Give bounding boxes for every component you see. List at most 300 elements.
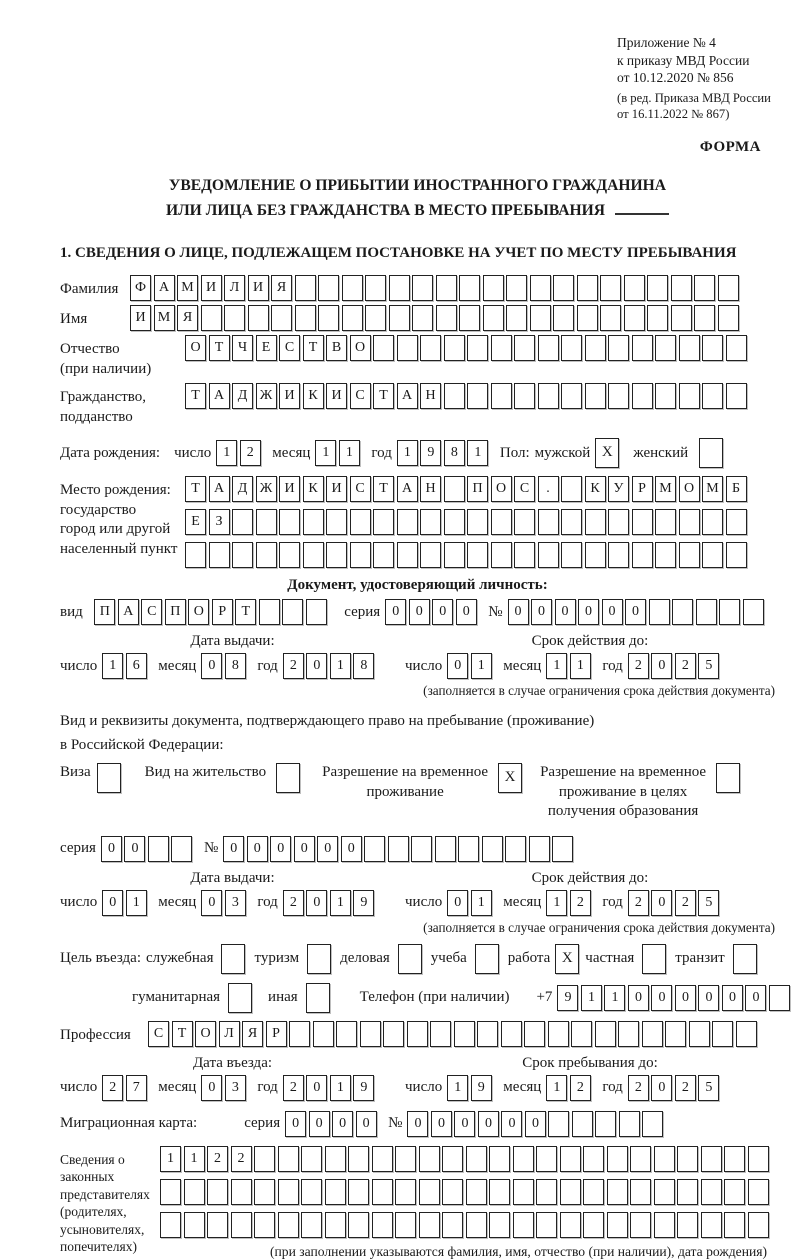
char-cell[interactable]: 2 bbox=[675, 890, 696, 916]
char-cell[interactable] bbox=[524, 1021, 545, 1047]
char-cell[interactable]: 0 bbox=[602, 599, 623, 625]
char-cell[interactable] bbox=[748, 1179, 769, 1205]
char-cell[interactable]: О bbox=[195, 1021, 216, 1047]
char-cell[interactable]: Я bbox=[242, 1021, 263, 1047]
char-cell[interactable]: О bbox=[491, 476, 512, 502]
char-cell[interactable] bbox=[435, 836, 456, 862]
char-cell[interactable]: 0 bbox=[454, 1111, 475, 1137]
residence-series-cells[interactable] bbox=[101, 836, 195, 862]
char-cell[interactable]: 0 bbox=[555, 599, 576, 625]
stay-year-cells[interactable] bbox=[628, 1075, 722, 1101]
char-cell[interactable] bbox=[748, 1212, 769, 1238]
char-cell[interactable]: 1 bbox=[570, 653, 591, 679]
doc-series-cells[interactable] bbox=[385, 599, 479, 625]
char-cell[interactable]: С bbox=[148, 1021, 169, 1047]
char-cell[interactable] bbox=[259, 599, 280, 625]
char-cell[interactable]: 1 bbox=[330, 890, 351, 916]
char-cell[interactable] bbox=[702, 335, 723, 361]
char-cell[interactable] bbox=[383, 1021, 404, 1047]
char-cell[interactable]: Н bbox=[420, 476, 441, 502]
char-cell[interactable]: 0 bbox=[651, 1075, 672, 1101]
char-cell[interactable] bbox=[466, 1179, 487, 1205]
char-cell[interactable]: 0 bbox=[201, 1075, 222, 1101]
char-cell[interactable] bbox=[201, 305, 222, 331]
char-cell[interactable] bbox=[719, 599, 740, 625]
char-cell[interactable]: Л bbox=[219, 1021, 240, 1047]
char-cell[interactable]: 2 bbox=[283, 653, 304, 679]
char-cell[interactable]: Я bbox=[271, 275, 292, 301]
char-cell[interactable] bbox=[654, 1146, 675, 1172]
char-cell[interactable] bbox=[672, 599, 693, 625]
char-cell[interactable] bbox=[548, 1111, 569, 1137]
char-cell[interactable] bbox=[342, 275, 363, 301]
char-cell[interactable]: 0 bbox=[124, 836, 145, 862]
char-cell[interactable] bbox=[348, 1179, 369, 1205]
birth-day-cells[interactable] bbox=[216, 440, 263, 466]
char-cell[interactable] bbox=[718, 305, 739, 331]
residence-issue-year-cells[interactable] bbox=[283, 890, 377, 916]
char-cell[interactable] bbox=[702, 509, 723, 535]
char-cell[interactable] bbox=[642, 1111, 663, 1137]
char-cell[interactable] bbox=[530, 305, 551, 331]
char-cell[interactable] bbox=[160, 1179, 181, 1205]
char-cell[interactable] bbox=[726, 383, 747, 409]
identity-issue-month-cells[interactable] bbox=[201, 653, 248, 679]
char-cell[interactable] bbox=[459, 275, 480, 301]
char-cell[interactable] bbox=[726, 509, 747, 535]
char-cell[interactable] bbox=[420, 335, 441, 361]
char-cell[interactable] bbox=[397, 509, 418, 535]
gender-female-checkbox[interactable] bbox=[699, 438, 723, 468]
char-cell[interactable] bbox=[583, 1212, 604, 1238]
char-cell[interactable]: Я bbox=[177, 305, 198, 331]
char-cell[interactable]: 2 bbox=[240, 440, 261, 466]
char-cell[interactable] bbox=[419, 1179, 440, 1205]
char-cell[interactable]: 9 bbox=[471, 1075, 492, 1101]
entry-day-cells[interactable] bbox=[102, 1075, 149, 1101]
char-cell[interactable]: Р bbox=[266, 1021, 287, 1047]
char-cell[interactable] bbox=[271, 305, 292, 331]
char-cell[interactable] bbox=[677, 1212, 698, 1238]
char-cell[interactable]: 1 bbox=[581, 985, 602, 1011]
representatives-cells-row1[interactable] bbox=[160, 1146, 771, 1172]
char-cell[interactable] bbox=[420, 542, 441, 568]
char-cell[interactable]: М bbox=[177, 275, 198, 301]
gender-male-checkbox[interactable]: X bbox=[595, 438, 619, 468]
representatives-cells-row2[interactable] bbox=[160, 1179, 771, 1205]
char-cell[interactable]: И bbox=[326, 476, 347, 502]
char-cell[interactable] bbox=[649, 599, 670, 625]
char-cell[interactable]: 1 bbox=[339, 440, 360, 466]
residence-valid-year-cells[interactable] bbox=[628, 890, 722, 916]
migration-number-cells[interactable] bbox=[407, 1111, 666, 1137]
char-cell[interactable]: 1 bbox=[546, 1075, 567, 1101]
char-cell[interactable]: 1 bbox=[184, 1146, 205, 1172]
char-cell[interactable]: Ж bbox=[256, 383, 277, 409]
char-cell[interactable]: О bbox=[185, 335, 206, 361]
purpose-tourism-checkbox[interactable] bbox=[307, 944, 331, 974]
char-cell[interactable] bbox=[232, 542, 253, 568]
char-cell[interactable]: 0 bbox=[456, 599, 477, 625]
char-cell[interactable] bbox=[489, 1146, 510, 1172]
char-cell[interactable]: 0 bbox=[306, 1075, 327, 1101]
char-cell[interactable] bbox=[326, 509, 347, 535]
char-cell[interactable] bbox=[514, 383, 535, 409]
char-cell[interactable] bbox=[608, 542, 629, 568]
char-cell[interactable]: П bbox=[467, 476, 488, 502]
char-cell[interactable]: С bbox=[514, 476, 535, 502]
char-cell[interactable]: И bbox=[326, 383, 347, 409]
char-cell[interactable] bbox=[407, 1021, 428, 1047]
stay-day-cells[interactable] bbox=[447, 1075, 494, 1101]
char-cell[interactable] bbox=[585, 542, 606, 568]
char-cell[interactable]: 0 bbox=[431, 1111, 452, 1137]
char-cell[interactable] bbox=[514, 509, 535, 535]
char-cell[interactable]: Д bbox=[232, 383, 253, 409]
char-cell[interactable]: Р bbox=[632, 476, 653, 502]
char-cell[interactable]: 5 bbox=[698, 653, 719, 679]
char-cell[interactable] bbox=[348, 1146, 369, 1172]
char-cell[interactable] bbox=[583, 1146, 604, 1172]
char-cell[interactable]: 0 bbox=[270, 836, 291, 862]
char-cell[interactable]: Р bbox=[212, 599, 233, 625]
char-cell[interactable] bbox=[702, 542, 723, 568]
char-cell[interactable] bbox=[306, 599, 327, 625]
char-cell[interactable] bbox=[171, 836, 192, 862]
given-name-cells[interactable] bbox=[130, 305, 741, 331]
residence-valid-day-cells[interactable] bbox=[447, 890, 494, 916]
char-cell[interactable] bbox=[336, 1021, 357, 1047]
option-residence-permit-checkbox[interactable] bbox=[276, 763, 300, 793]
char-cell[interactable] bbox=[467, 383, 488, 409]
char-cell[interactable] bbox=[600, 275, 621, 301]
birth-month-cells[interactable] bbox=[315, 440, 362, 466]
identity-valid-day-cells[interactable] bbox=[447, 653, 494, 679]
char-cell[interactable]: М bbox=[655, 476, 676, 502]
char-cell[interactable] bbox=[224, 305, 245, 331]
char-cell[interactable] bbox=[619, 1111, 640, 1137]
char-cell[interactable] bbox=[231, 1179, 252, 1205]
char-cell[interactable] bbox=[679, 335, 700, 361]
char-cell[interactable]: Ч bbox=[232, 335, 253, 361]
char-cell[interactable]: 2 bbox=[102, 1075, 123, 1101]
residence-number-cells[interactable] bbox=[223, 836, 576, 862]
char-cell[interactable] bbox=[360, 1021, 381, 1047]
char-cell[interactable] bbox=[712, 1021, 733, 1047]
char-cell[interactable] bbox=[466, 1146, 487, 1172]
char-cell[interactable] bbox=[483, 305, 504, 331]
char-cell[interactable]: 0 bbox=[531, 599, 552, 625]
char-cell[interactable]: 0 bbox=[525, 1111, 546, 1137]
char-cell[interactable] bbox=[254, 1212, 275, 1238]
char-cell[interactable]: 1 bbox=[397, 440, 418, 466]
char-cell[interactable] bbox=[642, 1021, 663, 1047]
char-cell[interactable]: 1 bbox=[315, 440, 336, 466]
char-cell[interactable]: 8 bbox=[444, 440, 465, 466]
residence-issue-month-cells[interactable] bbox=[201, 890, 248, 916]
char-cell[interactable] bbox=[630, 1179, 651, 1205]
purpose-official-checkbox[interactable] bbox=[221, 944, 245, 974]
char-cell[interactable]: 0 bbox=[247, 836, 268, 862]
char-cell[interactable] bbox=[326, 542, 347, 568]
char-cell[interactable] bbox=[301, 1179, 322, 1205]
char-cell[interactable] bbox=[607, 1146, 628, 1172]
char-cell[interactable] bbox=[506, 305, 527, 331]
char-cell[interactable] bbox=[254, 1146, 275, 1172]
citizenship-cells[interactable] bbox=[185, 383, 749, 409]
char-cell[interactable]: 0 bbox=[356, 1111, 377, 1137]
char-cell[interactable] bbox=[536, 1146, 557, 1172]
char-cell[interactable] bbox=[724, 1212, 745, 1238]
phone-cells[interactable] bbox=[557, 985, 792, 1011]
entry-month-cells[interactable] bbox=[201, 1075, 248, 1101]
char-cell[interactable]: 2 bbox=[283, 1075, 304, 1101]
char-cell[interactable] bbox=[671, 305, 692, 331]
char-cell[interactable]: 8 bbox=[353, 653, 374, 679]
char-cell[interactable] bbox=[701, 1212, 722, 1238]
char-cell[interactable] bbox=[395, 1212, 416, 1238]
char-cell[interactable]: 0 bbox=[578, 599, 599, 625]
char-cell[interactable]: 2 bbox=[675, 653, 696, 679]
char-cell[interactable]: 0 bbox=[102, 890, 123, 916]
char-cell[interactable]: 8 bbox=[225, 653, 246, 679]
char-cell[interactable]: 0 bbox=[625, 599, 646, 625]
doc-kind-cells[interactable] bbox=[94, 599, 329, 625]
char-cell[interactable] bbox=[301, 1212, 322, 1238]
char-cell[interactable] bbox=[608, 335, 629, 361]
char-cell[interactable] bbox=[607, 1212, 628, 1238]
char-cell[interactable] bbox=[561, 509, 582, 535]
char-cell[interactable]: 0 bbox=[409, 599, 430, 625]
char-cell[interactable] bbox=[600, 305, 621, 331]
char-cell[interactable]: Е bbox=[185, 509, 206, 535]
char-cell[interactable] bbox=[553, 305, 574, 331]
char-cell[interactable] bbox=[184, 1212, 205, 1238]
char-cell[interactable] bbox=[529, 836, 550, 862]
char-cell[interactable]: 1 bbox=[471, 653, 492, 679]
char-cell[interactable] bbox=[701, 1146, 722, 1172]
char-cell[interactable] bbox=[491, 542, 512, 568]
char-cell[interactable]: Л bbox=[224, 275, 245, 301]
char-cell[interactable] bbox=[577, 275, 598, 301]
birth-year-cells[interactable] bbox=[397, 440, 491, 466]
char-cell[interactable] bbox=[278, 1179, 299, 1205]
char-cell[interactable]: Т bbox=[303, 335, 324, 361]
char-cell[interactable] bbox=[624, 275, 645, 301]
char-cell[interactable] bbox=[477, 1021, 498, 1047]
char-cell[interactable]: С bbox=[141, 599, 162, 625]
char-cell[interactable] bbox=[373, 509, 394, 535]
char-cell[interactable]: 1 bbox=[330, 1075, 351, 1101]
char-cell[interactable]: 0 bbox=[294, 836, 315, 862]
identity-issue-day-cells[interactable] bbox=[102, 653, 149, 679]
char-cell[interactable] bbox=[207, 1212, 228, 1238]
char-cell[interactable]: 9 bbox=[353, 1075, 374, 1101]
char-cell[interactable]: 0 bbox=[306, 653, 327, 679]
char-cell[interactable] bbox=[231, 1212, 252, 1238]
char-cell[interactable]: А bbox=[397, 383, 418, 409]
char-cell[interactable] bbox=[303, 509, 324, 535]
char-cell[interactable] bbox=[514, 335, 535, 361]
profession-cells[interactable] bbox=[148, 1021, 759, 1047]
char-cell[interactable]: 5 bbox=[698, 1075, 719, 1101]
char-cell[interactable]: А bbox=[154, 275, 175, 301]
title-blank-underline[interactable] bbox=[615, 201, 669, 215]
char-cell[interactable]: К bbox=[303, 476, 324, 502]
char-cell[interactable] bbox=[289, 1021, 310, 1047]
purpose-business-checkbox[interactable] bbox=[398, 944, 422, 974]
char-cell[interactable] bbox=[632, 542, 653, 568]
char-cell[interactable] bbox=[530, 275, 551, 301]
char-cell[interactable] bbox=[696, 599, 717, 625]
char-cell[interactable]: Т bbox=[172, 1021, 193, 1047]
char-cell[interactable] bbox=[743, 599, 764, 625]
char-cell[interactable]: Д bbox=[232, 476, 253, 502]
char-cell[interactable] bbox=[207, 1179, 228, 1205]
char-cell[interactable]: Ф bbox=[130, 275, 151, 301]
char-cell[interactable]: 0 bbox=[745, 985, 766, 1011]
char-cell[interactable]: 0 bbox=[201, 653, 222, 679]
char-cell[interactable]: 0 bbox=[651, 985, 672, 1011]
char-cell[interactable]: 0 bbox=[651, 653, 672, 679]
char-cell[interactable] bbox=[303, 542, 324, 568]
char-cell[interactable]: 7 bbox=[126, 1075, 147, 1101]
char-cell[interactable]: 2 bbox=[283, 890, 304, 916]
char-cell[interactable] bbox=[372, 1146, 393, 1172]
char-cell[interactable]: 2 bbox=[675, 1075, 696, 1101]
char-cell[interactable]: 0 bbox=[385, 599, 406, 625]
char-cell[interactable]: 0 bbox=[407, 1111, 428, 1137]
char-cell[interactable] bbox=[538, 509, 559, 535]
option-visa-checkbox[interactable] bbox=[97, 763, 121, 793]
char-cell[interactable] bbox=[397, 335, 418, 361]
char-cell[interactable] bbox=[325, 1212, 346, 1238]
char-cell[interactable] bbox=[655, 542, 676, 568]
char-cell[interactable] bbox=[254, 1179, 275, 1205]
char-cell[interactable] bbox=[583, 1179, 604, 1205]
char-cell[interactable] bbox=[679, 509, 700, 535]
char-cell[interactable]: 0 bbox=[317, 836, 338, 862]
char-cell[interactable]: 0 bbox=[508, 599, 529, 625]
char-cell[interactable] bbox=[671, 275, 692, 301]
char-cell[interactable]: О bbox=[188, 599, 209, 625]
char-cell[interactable] bbox=[430, 1021, 451, 1047]
char-cell[interactable]: О bbox=[679, 476, 700, 502]
char-cell[interactable]: Е bbox=[256, 335, 277, 361]
char-cell[interactable] bbox=[595, 1111, 616, 1137]
char-cell[interactable] bbox=[256, 542, 277, 568]
char-cell[interactable] bbox=[647, 305, 668, 331]
char-cell[interactable] bbox=[677, 1146, 698, 1172]
char-cell[interactable]: И bbox=[248, 275, 269, 301]
char-cell[interactable]: 2 bbox=[231, 1146, 252, 1172]
char-cell[interactable] bbox=[411, 836, 432, 862]
char-cell[interactable] bbox=[313, 1021, 334, 1047]
char-cell[interactable]: О bbox=[350, 335, 371, 361]
char-cell[interactable]: 0 bbox=[675, 985, 696, 1011]
char-cell[interactable] bbox=[365, 305, 386, 331]
char-cell[interactable] bbox=[694, 305, 715, 331]
char-cell[interactable]: 0 bbox=[478, 1111, 499, 1137]
char-cell[interactable]: Т bbox=[209, 335, 230, 361]
char-cell[interactable] bbox=[630, 1212, 651, 1238]
char-cell[interactable] bbox=[655, 335, 676, 361]
char-cell[interactable] bbox=[654, 1179, 675, 1205]
purpose-transit-checkbox[interactable] bbox=[733, 944, 757, 974]
char-cell[interactable] bbox=[514, 542, 535, 568]
char-cell[interactable] bbox=[248, 305, 269, 331]
char-cell[interactable] bbox=[185, 542, 206, 568]
char-cell[interactable] bbox=[489, 1212, 510, 1238]
char-cell[interactable]: И bbox=[201, 275, 222, 301]
char-cell[interactable] bbox=[436, 305, 457, 331]
char-cell[interactable]: У bbox=[608, 476, 629, 502]
char-cell[interactable]: 0 bbox=[698, 985, 719, 1011]
char-cell[interactable]: З bbox=[209, 509, 230, 535]
char-cell[interactable] bbox=[372, 1179, 393, 1205]
purpose-work-checkbox[interactable]: X bbox=[555, 944, 579, 974]
char-cell[interactable]: 2 bbox=[570, 890, 591, 916]
char-cell[interactable]: П bbox=[94, 599, 115, 625]
char-cell[interactable] bbox=[724, 1146, 745, 1172]
residence-issue-day-cells[interactable] bbox=[102, 890, 149, 916]
char-cell[interactable]: 0 bbox=[101, 836, 122, 862]
char-cell[interactable]: А bbox=[118, 599, 139, 625]
char-cell[interactable]: 0 bbox=[501, 1111, 522, 1137]
purpose-humanitarian-checkbox[interactable] bbox=[228, 983, 252, 1013]
char-cell[interactable]: П bbox=[165, 599, 186, 625]
char-cell[interactable] bbox=[538, 383, 559, 409]
char-cell[interactable] bbox=[560, 1212, 581, 1238]
purpose-study-checkbox[interactable] bbox=[475, 944, 499, 974]
char-cell[interactable]: 0 bbox=[223, 836, 244, 862]
char-cell[interactable] bbox=[513, 1212, 534, 1238]
char-cell[interactable] bbox=[442, 1179, 463, 1205]
char-cell[interactable]: Б bbox=[726, 476, 747, 502]
doc-number-cells[interactable] bbox=[508, 599, 767, 625]
char-cell[interactable]: 1 bbox=[160, 1146, 181, 1172]
char-cell[interactable] bbox=[689, 1021, 710, 1047]
representatives-cells-row3[interactable] bbox=[160, 1212, 771, 1238]
char-cell[interactable]: 2 bbox=[570, 1075, 591, 1101]
char-cell[interactable] bbox=[654, 1212, 675, 1238]
char-cell[interactable] bbox=[365, 275, 386, 301]
char-cell[interactable] bbox=[608, 509, 629, 535]
char-cell[interactable] bbox=[209, 542, 230, 568]
char-cell[interactable] bbox=[444, 335, 465, 361]
char-cell[interactable]: Т bbox=[185, 476, 206, 502]
char-cell[interactable]: 1 bbox=[546, 890, 567, 916]
char-cell[interactable]: 0 bbox=[447, 653, 468, 679]
char-cell[interactable] bbox=[647, 275, 668, 301]
char-cell[interactable] bbox=[552, 836, 573, 862]
char-cell[interactable]: 6 bbox=[126, 653, 147, 679]
char-cell[interactable] bbox=[655, 509, 676, 535]
char-cell[interactable] bbox=[295, 305, 316, 331]
char-cell[interactable] bbox=[388, 836, 409, 862]
char-cell[interactable]: А bbox=[397, 476, 418, 502]
char-cell[interactable]: 9 bbox=[557, 985, 578, 1011]
char-cell[interactable] bbox=[482, 836, 503, 862]
char-cell[interactable]: 1 bbox=[126, 890, 147, 916]
char-cell[interactable] bbox=[548, 1021, 569, 1047]
char-cell[interactable] bbox=[501, 1021, 522, 1047]
char-cell[interactable]: 2 bbox=[628, 1075, 649, 1101]
char-cell[interactable] bbox=[560, 1179, 581, 1205]
stay-month-cells[interactable] bbox=[546, 1075, 593, 1101]
char-cell[interactable] bbox=[632, 335, 653, 361]
char-cell[interactable]: 0 bbox=[306, 890, 327, 916]
